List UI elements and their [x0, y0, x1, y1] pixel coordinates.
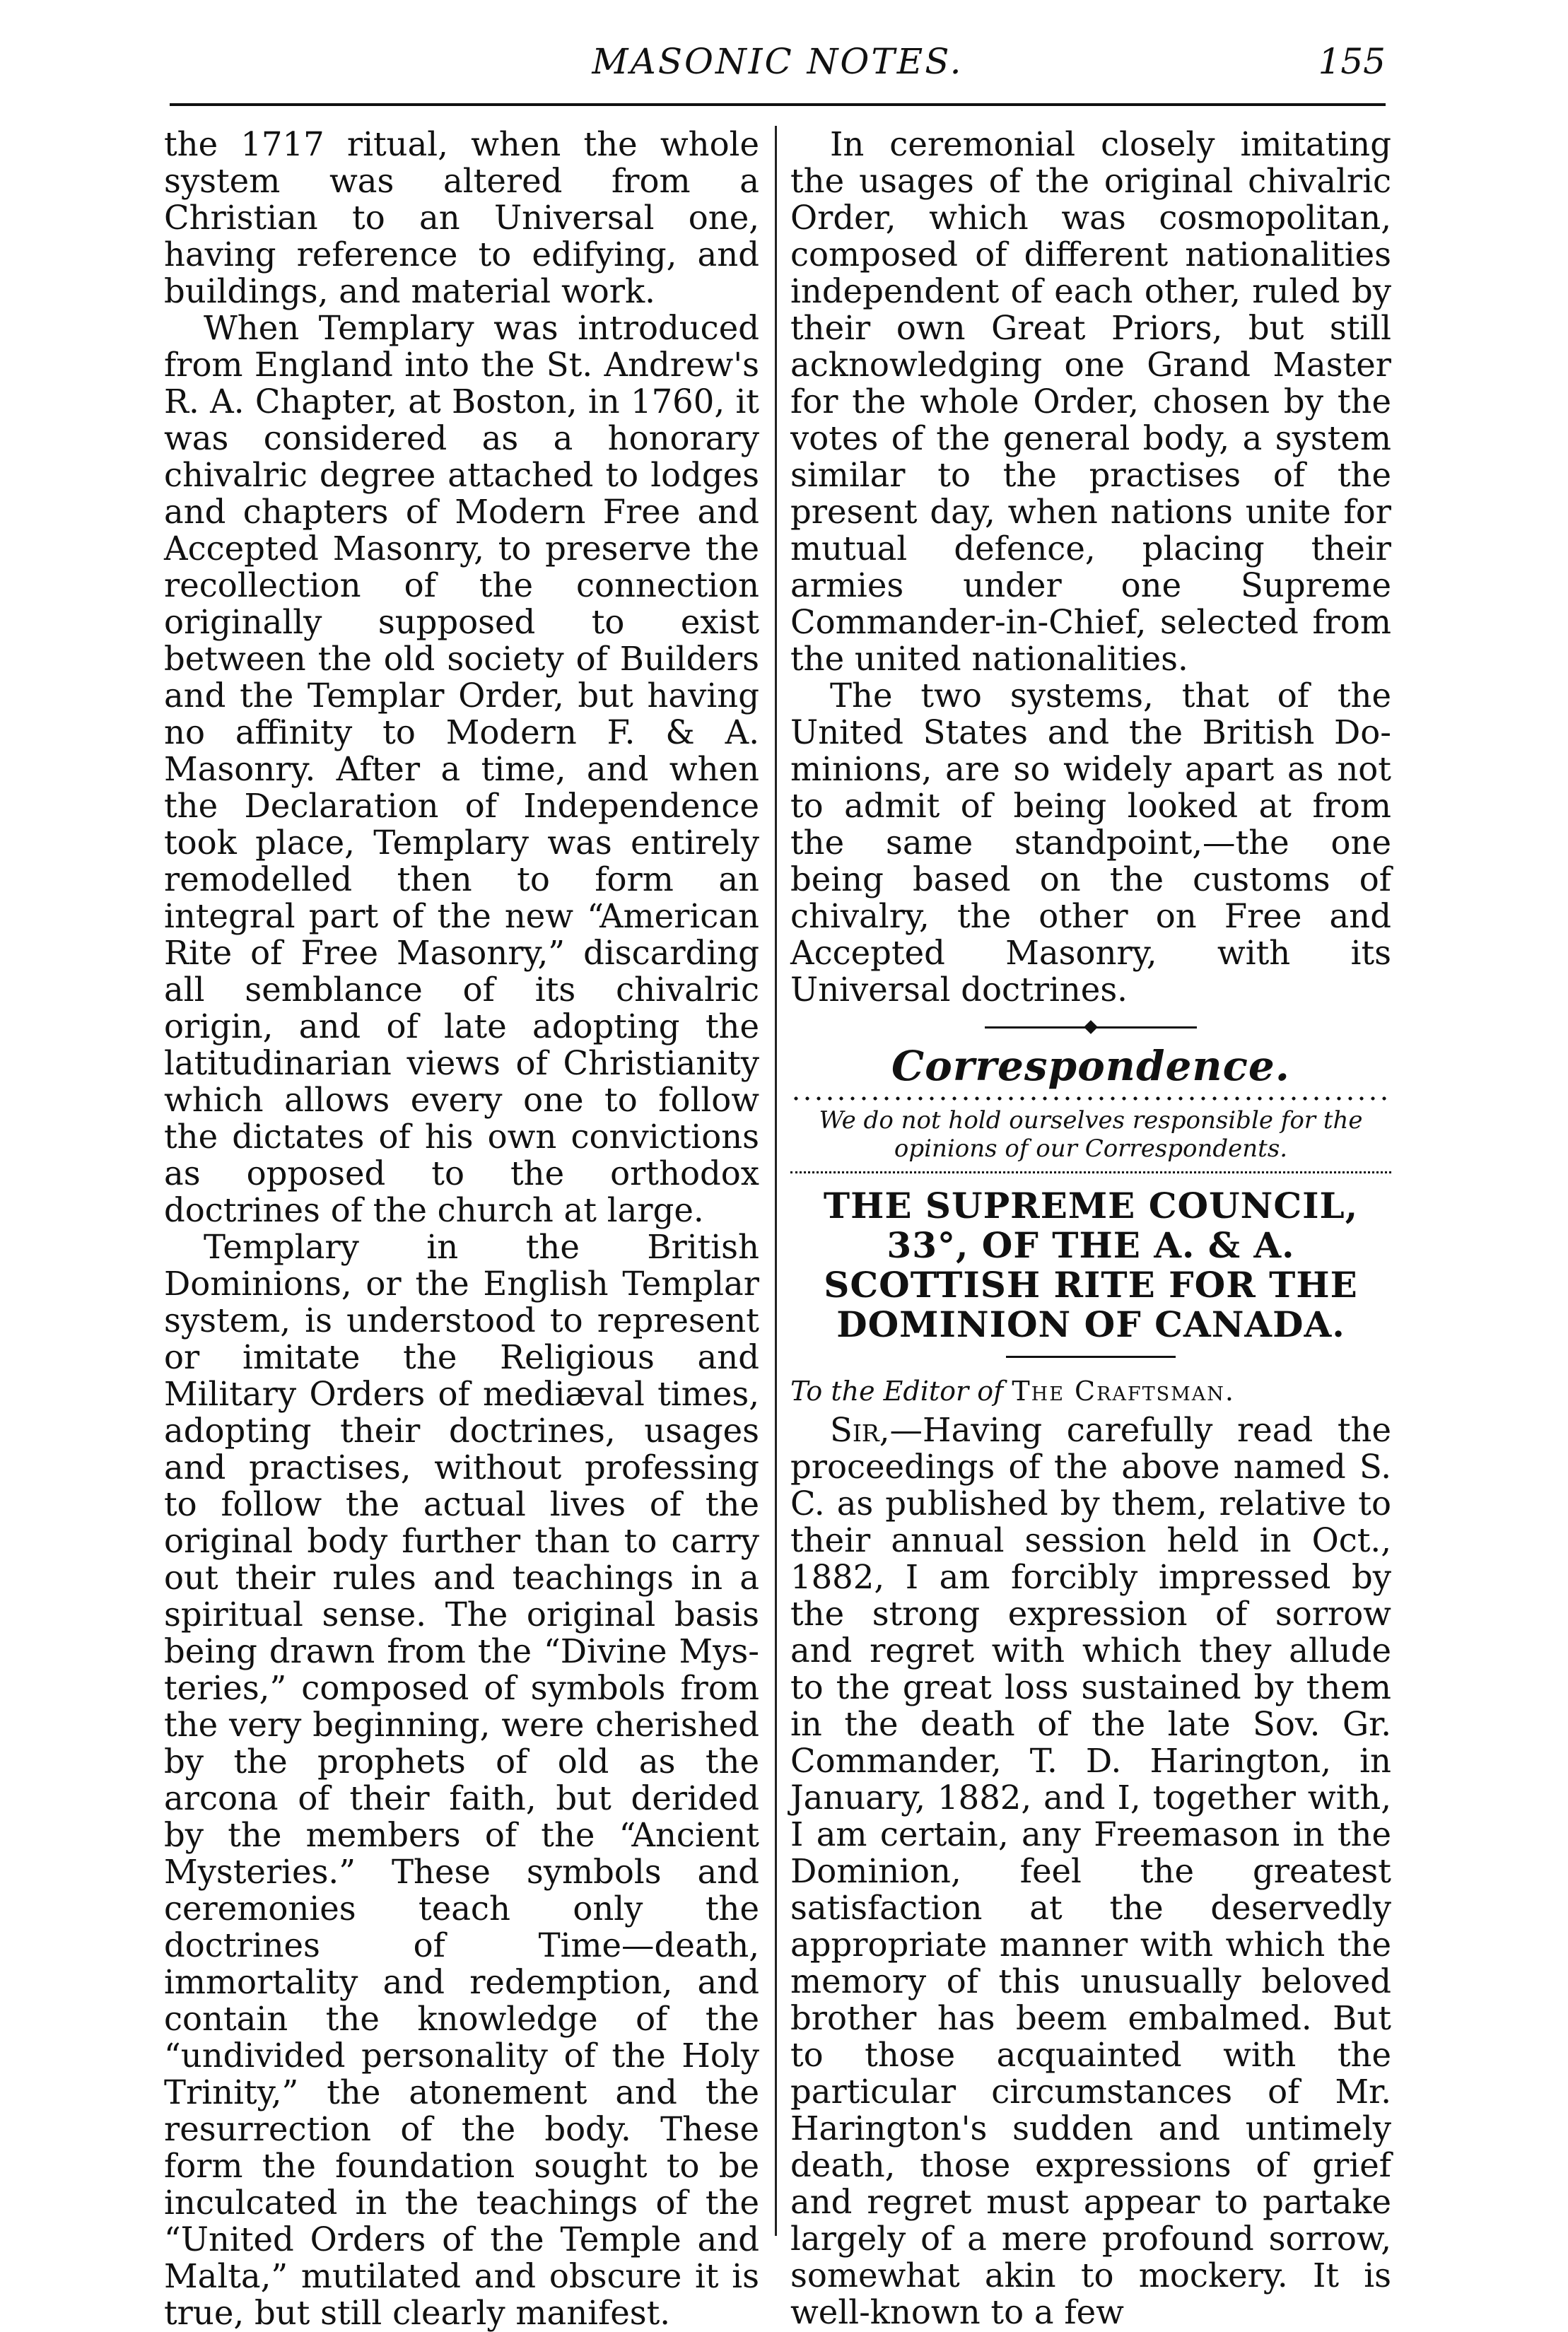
title-rule — [1006, 1356, 1176, 1358]
salutation-prefix: To the Editor of — [790, 1376, 1004, 1407]
header-rule — [170, 103, 1386, 106]
decorative-rule — [790, 1166, 1391, 1173]
paragraph: Templary in the British Dominions, or the English Templar system, is understood to represent or imitate the Religious and Military Orders of mediæval times, adopting their doctrines, usages and practises, without professing to follow the actual lives of the original body further than to carry out their rules and teachings in a spiritual sense. The original basis being drawn from the “Divine Mysteries,” composed of symbols from the very beginning, were cherished by the prophets of old as the arcona of their faith, but derided by the members of the “Ancient Mysteries.” These symbols and ceremonies teach only the doctrines of Time—death, immortality and redemption, and contain the knowledge of the “undivided personality of the Holy Trinity,” the atonement and the resurrection of the body. These form the foundation sought to be inculcated in the teachings of the “United Orders of the Temple and Malta,” mutilated and obscure it is true, but still clearly manifest. — [164, 1228, 759, 2332]
left-column — [164, 125, 759, 2332]
publication-name: The Craftsman. — [1012, 1376, 1235, 1407]
running-title: MASONIC NOTES. — [592, 41, 964, 82]
paragraph: the 1717 ritual, when the whole system was altered from a Christian to an Universal one, having reference to edifying, and buildings, and material work. — [164, 125, 759, 310]
section-heading: Correspondence. — [891, 1042, 1290, 1090]
article-title: THE SUPREME COUNCIL, 33°, OF THE A. & A. SCOTTISH RITE FOR THE DOMINION OF CANADA. — [823, 1185, 1359, 1345]
decorative-rule — [790, 1095, 1391, 1102]
letter-body: —Having carefully read the proceedings of the above named S. C. as published by them, relative to their annual session held in Oct., 1882, I am forcibly impressed by the strong expression of sorrow and regret with which they allude to the great loss sustained by them in the death of the late Sov. Gr. Commander, T. D. Harington, in January, 1882, and I, together with, I am certain, any Freemason in the Dominion, feel the greatest satisfaction at the deservedly appropriate manner with which the memory of this unusually beloved brother has beem embalmed. But to those acquainted with the particular circumstances of Mr. Harington's sudden and untimely death, those expressions of grief and regret must appear to partake largely of a mere profound sorrow, somewhat akin to mockery. It is well-known to a few — [790, 1411, 1391, 2331]
paragraph: In ceremonial closely imitating the usages of the original chivalric Order, which was cosmopolitan, composed of different nationalities independent of each other, ruled by their own Great Priors, but still acknowledging one Grand Master for the whole Order, chosen by the votes of the general body, a system similar to the practises of the present day, when nations unite for mutual defence, placing their armies under one Supreme Commander-in-Chief, selected from the united nationalities. — [790, 125, 1391, 678]
paragraph: When Templary was introduced from England into the St. Andrew's R. A. Chapter, at Boston, in 1760, it was considered as a honorary chivalric degree attached to lodges and chapters of Modern Free and Accepted Masonry, to preserve the recollection of the connection originally supposed to exist between the old society of Builders and the Templar Order, but having no affinity to Modern F. & A. Masonry. After a time, and when the Declaration of Independence took place, Templary was entirely remodelled then to form an integral part of the new “American Rite of Free Masonry,” discarding all semblance of its chivalric origin, and of late adopting the latitudinarian views of Christianity which allows every one to follow the dictates of his own convictions as opposed to the orthodox doctrines of the church at large. — [164, 309, 759, 1229]
running-head — [170, 41, 1386, 90]
right-column — [790, 125, 1391, 2331]
diamond-ornament-icon — [1084, 1020, 1098, 1034]
page-number: 155 — [1318, 41, 1386, 82]
letter-paragraph — [790, 1412, 1391, 2331]
letter-opening: Sir, — [830, 1411, 890, 1449]
ornament-divider — [985, 1026, 1197, 1029]
paragraph: The two systems, that of the United States and the British Dominions, are so widely apart as not to admit of being looked at from the same standpoint,—the one being based on the customs of chivalry, the other on Free and Accepted Masonry, with its Universal doctrines. — [790, 676, 1391, 1009]
salutation — [790, 1373, 1391, 1409]
column-divider — [775, 126, 777, 2236]
editorial-disclaimer: We do not hold ourselves responsible for the opinions of our Correspondents. — [819, 1106, 1363, 1163]
